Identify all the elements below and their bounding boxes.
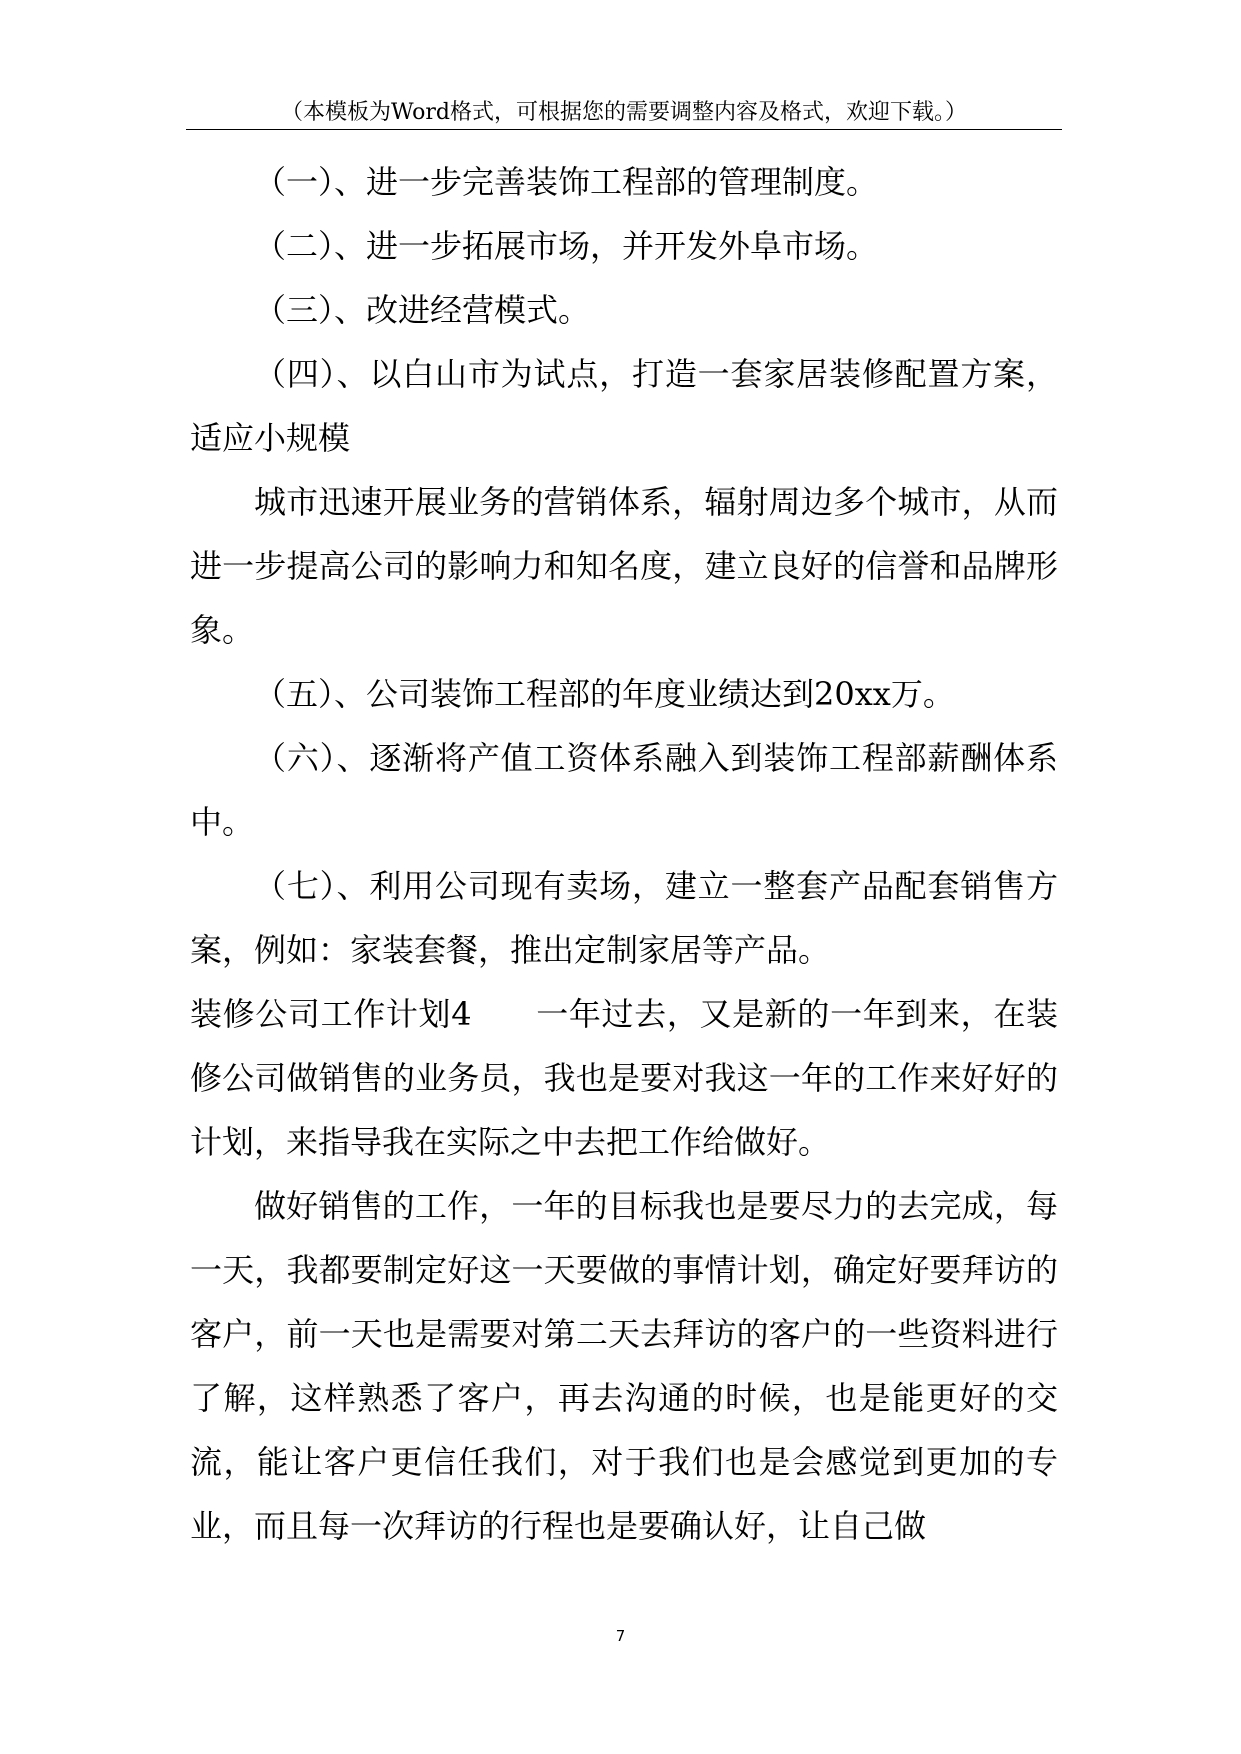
paragraph: （七）、利用公司现有卖场，建立一整套产品配套销售方案，例如：家装套餐，推出定制家居等产品。 — [190, 867, 1058, 969]
paragraph: （三）、改进经营模式。 — [254, 291, 591, 329]
document-body — [190, 150, 1058, 1558]
paragraph: （四）、以白山市为试点，打造一套家居装修配置方案，适应小规模 — [190, 355, 1058, 457]
paragraph: （一）、进一步完善装饰工程部的管理制度。 — [254, 163, 879, 201]
header-note: （本模板为Word格式，可根据您的需要调整内容及格式，欢迎下载。） — [281, 100, 967, 125]
paragraph: 做好销售的工作，一年的目标我也是要尽力的去完成，每一天，我都要制定好这一天要做的事情计划，确定好要拜访的客户，前一天也是需要对第二天去拜访的客户的一些资料进行了解，这样熟悉了客户，再去沟通的时候，也是能更好的交流，能让客户更信任我们，对于我们也是会感觉到更加的专业，而且每一次拜访的行程也是要确认好，让自己做 — [190, 1187, 1058, 1545]
paragraph: （二）、进一步拓展市场，并开发外阜市场。 — [254, 227, 879, 265]
section-title: 装修公司工作计划4 — [190, 995, 472, 1033]
section-paragraph — [190, 982, 1058, 1174]
paragraph: （五）、公司装饰工程部的年度业绩达到20xx万。 — [254, 675, 955, 713]
paragraph: 城市迅速开展业务的营销体系，辐射周边多个城市，从而进一步提高公司的影响力和知名度，建立良好的信誉和品牌形象。 — [190, 483, 1058, 649]
section-text: 一年过去，又是新的一年到来，在装修公司做销售的业务员，我也是要对我这一年的工作来好好的计划，来指导我在实际之中去把工作给做好。 — [190, 995, 1058, 1161]
header-divider — [186, 129, 1062, 130]
paragraph: （六）、逐渐将产值工资体系融入到装饰工程部薪酬体系中。 — [190, 739, 1058, 841]
page-number: 7 — [615, 1627, 626, 1645]
